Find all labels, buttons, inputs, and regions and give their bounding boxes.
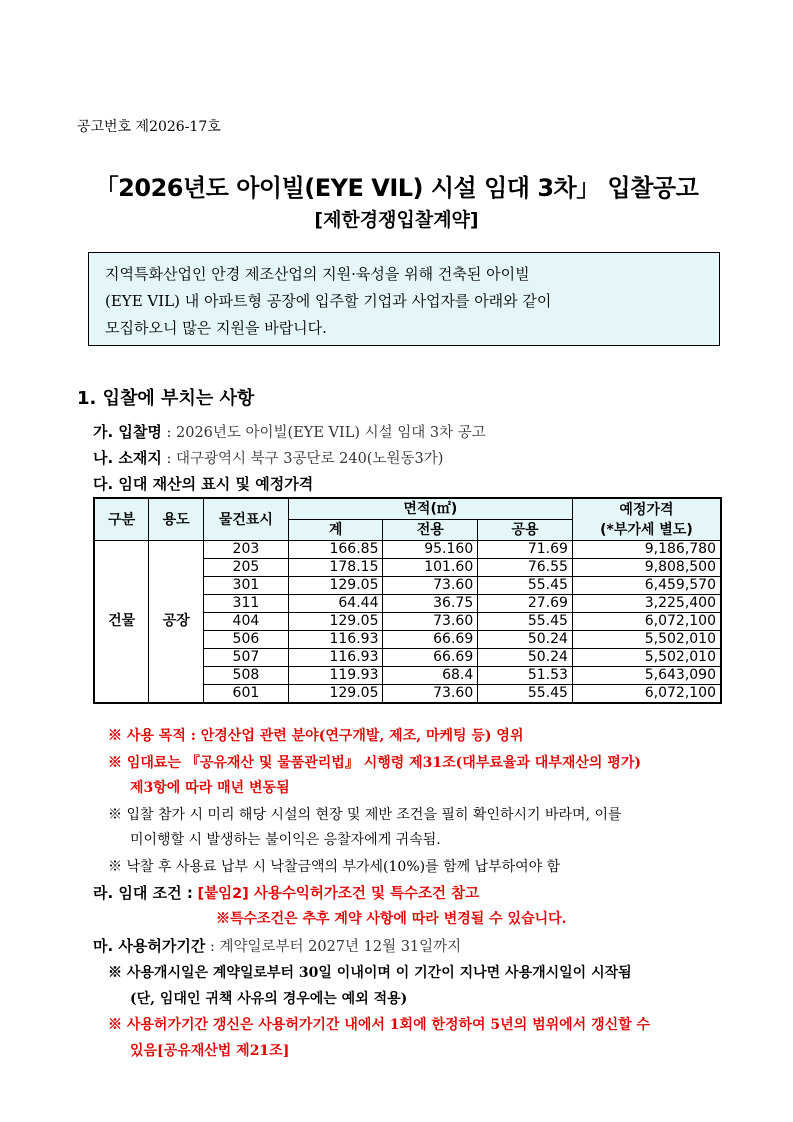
cell-common: 55.45 bbox=[478, 613, 573, 631]
cell-total: 178.15 bbox=[288, 559, 383, 577]
header-total: 계 bbox=[288, 520, 383, 541]
cell-unit: 205 bbox=[204, 559, 289, 577]
cell-unit: 404 bbox=[204, 613, 289, 631]
permit-note1-line1: ※ 사용개시일은 계약일로부터 30일 이내이며 이 기간이 지나면 사용개시일이 시작됨 bbox=[108, 965, 632, 981]
cell-unit: 506 bbox=[204, 631, 289, 649]
cell-common: 27.69 bbox=[478, 595, 573, 613]
cell-unit: 601 bbox=[204, 685, 289, 704]
cell-exclusive: 101.60 bbox=[383, 559, 478, 577]
item-location bbox=[93, 447, 443, 468]
cell-price: 5,502,010 bbox=[572, 631, 721, 649]
permit-note2-line1: ※ 사용허가기간 갱신은 사용허가기간 내에서 1회에 한정하여 5년의 범위에서 갱신할 수 bbox=[108, 1017, 651, 1033]
item-label: 가. 입찰명 bbox=[93, 423, 162, 441]
item-label: 나. 소재지 bbox=[93, 449, 162, 467]
cell-unit: 203 bbox=[204, 541, 289, 559]
item-label: 라. 임대 조건 : bbox=[93, 884, 193, 902]
note-rent-line1: ※ 임대료는 『공유재산 및 물품관리법』 시행령 제31조(대부료율과 대부재산의 평가) bbox=[108, 755, 641, 771]
item-value: : 계약일로부터 2027년 12월 31일까지 bbox=[209, 939, 462, 955]
table-row bbox=[94, 541, 721, 559]
cell-price: 3,225,400 bbox=[572, 595, 721, 613]
cell-total: 116.93 bbox=[288, 649, 383, 667]
note-purpose: ※ 사용 목적 : 안경산업 관련 분야(연구개발, 제조, 마케팅 등) 영위 bbox=[108, 728, 524, 744]
header-area: 면적(㎡) bbox=[288, 498, 572, 520]
header-unit: 물건표시 bbox=[204, 498, 289, 541]
item-permit-period bbox=[93, 935, 461, 956]
cell-common: 50.24 bbox=[478, 649, 573, 667]
page-title: 「2026년도 아이빌(EYE VIL) 시설 임대 3차」 입찰공고 bbox=[94, 174, 699, 202]
item-bid-name bbox=[93, 421, 486, 442]
cell-exclusive: 66.69 bbox=[383, 631, 478, 649]
cell-unit: 301 bbox=[204, 577, 289, 595]
cell-total: 129.05 bbox=[288, 613, 383, 631]
cell-unit: 311 bbox=[204, 595, 289, 613]
item-label: 다. 임대 재산의 표시 및 예정가격 bbox=[93, 475, 314, 493]
cell-unit: 507 bbox=[204, 649, 289, 667]
header-category: 구분 bbox=[94, 498, 149, 541]
cell-price: 9,186,780 bbox=[572, 541, 721, 559]
intro-line: 모집하오니 많은 지원을 바랍니다. bbox=[105, 319, 327, 337]
cell-exclusive: 95.160 bbox=[383, 541, 478, 559]
cell-total: 129.05 bbox=[288, 685, 383, 704]
intro-line: 지역특화산업인 안경 제조산업의 지원·육성을 위해 건축된 아이빌 bbox=[105, 265, 530, 283]
notice-number: 공고번호 제2026-17호 bbox=[77, 119, 221, 135]
permit-note1-line2: (단, 임대인 귀책 사유의 경우에는 예외 적용) bbox=[130, 991, 408, 1007]
item-value: : 대구광역시 북구 3공단로 240(노원동3가) bbox=[166, 451, 444, 467]
note-check-line2: 미이행할 시 발생하는 불이익은 응찰자에게 귀속됨. bbox=[130, 832, 441, 848]
cell-exclusive: 73.60 bbox=[383, 577, 478, 595]
note-rent-line2: 제3항에 따라 매년 변동됨 bbox=[130, 780, 290, 796]
header-price-line2: (*부가세 별도) bbox=[600, 521, 693, 538]
cell-common: 71.69 bbox=[478, 541, 573, 559]
cell-price: 9,808,500 bbox=[572, 559, 721, 577]
cell-price: 6,459,570 bbox=[572, 577, 721, 595]
cell-category: 건물 bbox=[94, 541, 149, 704]
cell-price: 5,502,010 bbox=[572, 649, 721, 667]
property-table bbox=[93, 497, 722, 704]
intro-box bbox=[88, 252, 720, 346]
permit-note2-line2: 있음[공유재산법 제21조] bbox=[130, 1043, 290, 1059]
header-price-line1: 예정가격 bbox=[619, 501, 674, 518]
cell-common: 50.24 bbox=[478, 631, 573, 649]
item-property bbox=[93, 473, 313, 494]
cell-total: 166.85 bbox=[288, 541, 383, 559]
note-check-line1: ※ 입찰 참가 시 미리 해당 시설의 현장 및 제반 조건을 필히 확인하시기 바라며, 이를 bbox=[108, 807, 622, 823]
item-label: 마. 사용허가기간 bbox=[93, 937, 206, 955]
header-common: 공용 bbox=[478, 520, 573, 541]
page-subtitle: [제한경쟁입찰계약] bbox=[314, 209, 479, 231]
cell-price: 6,072,100 bbox=[572, 685, 721, 704]
cell-total: 116.93 bbox=[288, 631, 383, 649]
cell-price: 5,643,090 bbox=[572, 667, 721, 685]
cell-unit: 508 bbox=[204, 667, 289, 685]
cell-common: 55.45 bbox=[478, 685, 573, 704]
cell-exclusive: 73.60 bbox=[383, 613, 478, 631]
cell-exclusive: 73.60 bbox=[383, 685, 478, 704]
item-conditions bbox=[93, 882, 479, 903]
item-value: : 2026년도 아이빌(EYE VIL) 시설 임대 3차 공고 bbox=[166, 425, 486, 441]
intro-line: (EYE VIL) 내 아파트형 공장에 입주할 기업과 사업자를 아래와 같이 bbox=[105, 292, 552, 310]
cell-total: 129.05 bbox=[288, 577, 383, 595]
cell-exclusive: 68.4 bbox=[383, 667, 478, 685]
cell-common: 51.53 bbox=[478, 667, 573, 685]
cell-common: 76.55 bbox=[478, 559, 573, 577]
header-price bbox=[572, 498, 721, 541]
cell-use: 공장 bbox=[149, 541, 204, 704]
cell-total: 119.93 bbox=[288, 667, 383, 685]
cell-exclusive: 66.69 bbox=[383, 649, 478, 667]
conditions-sub-note: ※특수조건은 추후 계약 사항에 따라 변경될 수 있습니다. bbox=[216, 911, 567, 927]
item-value: [붙임2] 사용수익허가조건 및 특수조건 참고 bbox=[197, 886, 480, 902]
header-use: 용도 bbox=[149, 498, 204, 541]
note-vat: ※ 낙찰 후 사용료 납부 시 낙찰금액의 부가세(10%)를 함께 납부하여야 함 bbox=[108, 859, 561, 875]
cell-total: 64.44 bbox=[288, 595, 383, 613]
cell-exclusive: 36.75 bbox=[383, 595, 478, 613]
header-exclusive: 전용 bbox=[383, 520, 478, 541]
property-table-body bbox=[94, 541, 721, 704]
cell-common: 55.45 bbox=[478, 577, 573, 595]
section-heading: 1. 입찰에 부치는 사항 bbox=[77, 388, 255, 409]
cell-price: 6,072,100 bbox=[572, 613, 721, 631]
